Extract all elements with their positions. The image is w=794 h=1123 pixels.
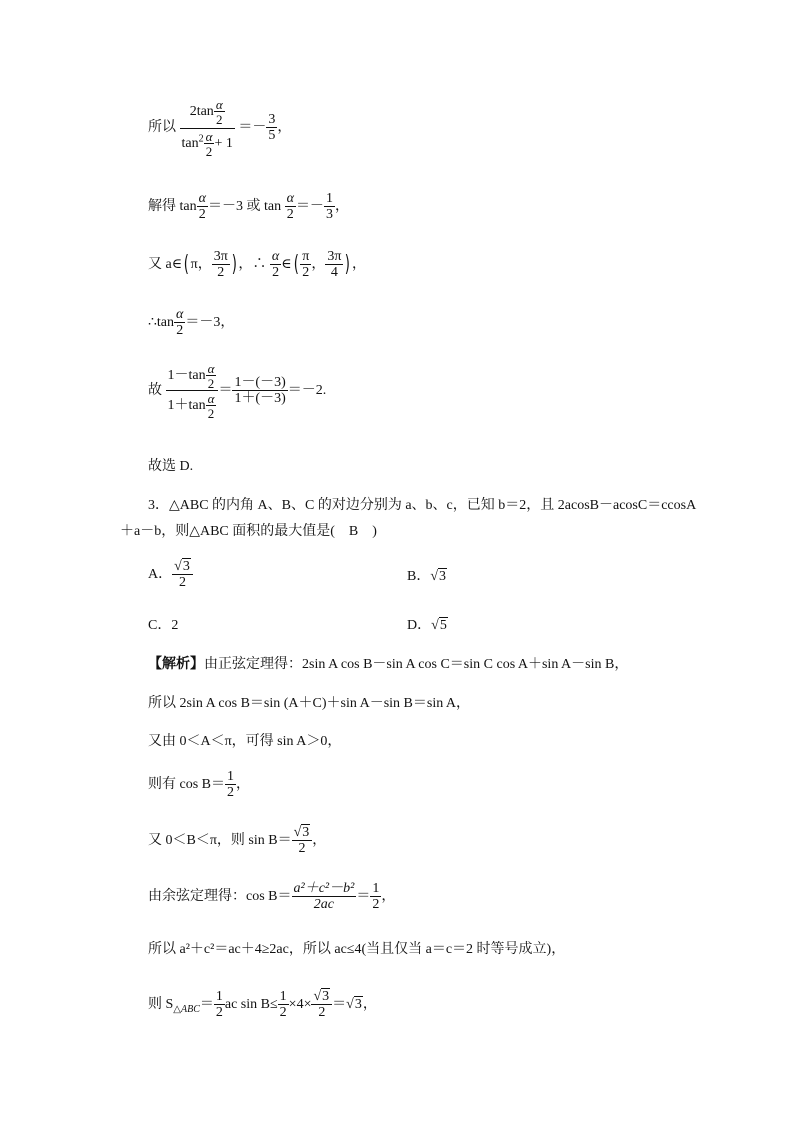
equation-line-1 [148, 98, 291, 158]
text: ， [334, 199, 349, 214]
text: 2 [227, 785, 234, 800]
text: ＝ [218, 383, 233, 398]
solution-line-2: 所以 2sin A cos B＝sin (A＋C)＋sin A－sin B＝sin A， [148, 696, 471, 711]
text: 2 [214, 111, 225, 126]
solution-line-6 [148, 882, 395, 912]
text: 3π [327, 249, 342, 264]
fraction: $\frac{√3}{2}$ [172, 560, 193, 590]
text: ＝ [332, 997, 347, 1012]
solution-line-5 [148, 826, 326, 856]
text: B． [407, 569, 431, 584]
text: 5 [268, 128, 276, 143]
text: 2 [372, 897, 380, 912]
text: a²＋c²－b² [293, 881, 355, 896]
text: α [271, 249, 280, 264]
fraction [285, 192, 296, 222]
text: ∈ [281, 257, 292, 272]
text: 2 [206, 405, 217, 420]
fraction [206, 392, 217, 420]
text: 3 [439, 569, 447, 584]
text: ＝－2. [287, 383, 327, 398]
answer-line: 故选 D. [148, 459, 194, 474]
text: 1 [215, 989, 223, 1004]
text: 4 [325, 264, 343, 280]
text: 1 [227, 769, 234, 784]
fraction: $\frac{√3}{2}$ [292, 826, 313, 856]
text: 1－(－3) [234, 375, 286, 390]
fraction [292, 882, 357, 912]
text: ＝ [356, 889, 371, 904]
text: 2 [204, 143, 215, 158]
text: ×4× [288, 997, 312, 1012]
fraction [370, 882, 381, 912]
equation-line-5 [148, 362, 326, 420]
text: 2 [174, 322, 185, 338]
fraction [180, 98, 235, 158]
fraction [204, 130, 215, 158]
text: ， [352, 257, 366, 272]
text: 2 [198, 133, 204, 145]
text: α [215, 97, 223, 112]
paren-close: ) [231, 252, 237, 277]
fraction [212, 250, 230, 280]
text: ∴tan [148, 315, 175, 330]
text: π [302, 249, 310, 264]
text: ， [381, 889, 396, 904]
text: 1－tan [167, 368, 206, 384]
text: ， [312, 833, 327, 848]
text: 则 S [148, 997, 174, 1012]
text: 3 [182, 559, 190, 574]
fraction [266, 113, 277, 143]
text: α [207, 391, 215, 406]
text: 5 [439, 618, 447, 633]
text: 3 [322, 989, 330, 1004]
solution-tag: 【解析】 [148, 657, 204, 672]
text: A． [148, 567, 173, 582]
fraction [206, 362, 217, 390]
paren-open: ( [183, 252, 189, 277]
text: 由余弦定理得：cos B＝ [148, 889, 292, 904]
text: △ABC [173, 1004, 200, 1016]
text: 1＋tan [167, 398, 206, 414]
text: 又 a∈ [148, 257, 183, 272]
text: 所以 [148, 120, 176, 135]
text: tan [181, 136, 199, 152]
text: 1 [325, 191, 333, 206]
text: ， [277, 120, 292, 135]
text: 1 [279, 989, 287, 1004]
fraction [270, 250, 281, 280]
text: 2 [270, 264, 281, 280]
option-b: B．√3 [407, 569, 447, 584]
text: 2 [197, 206, 208, 222]
text: 2 [292, 840, 313, 856]
text: 2 [285, 206, 296, 222]
fraction [214, 98, 225, 126]
text: + 1 [214, 136, 233, 152]
text: 解得 tan [148, 199, 197, 214]
option-c: C．2 [148, 618, 179, 633]
text: ＝－ [238, 120, 267, 135]
text: 由正弦定理得：2sin A cos B－sin A cos C＝sin C cos A＋sin A－sin B， [204, 657, 629, 672]
text: α [207, 361, 215, 376]
text: ＝－3， [185, 315, 235, 330]
text: π， [190, 257, 212, 272]
text: 3 [325, 207, 333, 222]
text: ac sin B≤ [224, 997, 278, 1012]
text: ， [362, 997, 377, 1012]
text: 故 [148, 383, 162, 398]
text: D． [407, 618, 432, 633]
text: 2 [206, 375, 217, 390]
text: α [198, 191, 206, 206]
text: 2 [215, 1005, 223, 1020]
fraction [174, 308, 185, 338]
text: ，∴ [238, 257, 267, 272]
text: 2tan [189, 104, 214, 120]
fraction [166, 362, 219, 420]
text: α [286, 191, 294, 206]
question-3-line-2: ＋a－b，则△ABC 面积的最大值是( B ) [120, 524, 377, 539]
paren-open: ( [293, 252, 299, 277]
fraction [300, 250, 311, 280]
equation-line-4 [148, 308, 234, 338]
text: 2 [300, 264, 311, 280]
fraction [325, 250, 343, 280]
fraction [324, 192, 335, 222]
text: 1 [372, 881, 380, 896]
text: ， [311, 257, 326, 272]
text: 1＋(－3) [234, 391, 286, 406]
fraction [232, 376, 287, 406]
fraction [278, 990, 289, 1020]
equation-line-3 [148, 250, 366, 280]
text: 3 [354, 997, 362, 1012]
text: α [176, 307, 184, 322]
equation-line-2 [148, 192, 349, 222]
text: 3 [268, 112, 276, 127]
solution-line-7: 所以 a²＋c²＝ac＋4≥2ac，所以 ac≤4(当且仅当 a＝c＝2 时等号成立)， [148, 942, 566, 957]
fraction [214, 990, 225, 1020]
text: 2 [172, 574, 193, 590]
paren-close: ) [345, 252, 351, 277]
text: 3π [213, 249, 228, 264]
text: ＝ [199, 997, 214, 1012]
solution-line-1 [148, 658, 628, 672]
option-a [148, 560, 193, 590]
text: 2 [279, 1005, 287, 1020]
solution-line-8: 则 $S_{\triangle ABC}=$ $\frac{1}{2}$ ac sin B≤ $\frac{1}{2}$ ×4× $\frac{√3}{2}$ ＝√3， [148, 989, 377, 1020]
option-d: D．√5 [407, 618, 447, 633]
text: 2 [311, 1004, 332, 1020]
text: ＝－3 或 tan [207, 199, 282, 214]
text: α [205, 129, 213, 144]
fraction [225, 770, 236, 800]
text: ， [236, 777, 250, 792]
text: 2 [212, 264, 230, 280]
fraction [197, 192, 208, 222]
text: 又 0＜B＜π，则 sin B＝ [148, 833, 292, 848]
text: 2ac [292, 896, 357, 912]
solution-line-4 [148, 770, 250, 800]
fraction: $\frac{√3}{2}$ [311, 990, 332, 1020]
text: 3 [302, 825, 310, 840]
solution-line-3: 又由 0＜A＜π，可得 sin A＞0， [148, 734, 342, 749]
question-3-line-1: 3．△ABC 的内角 A、B、C 的对边分别为 a、b、c，已知 b＝2，且 2acosB－acosC＝ccosA [148, 498, 697, 513]
text: 则有 cos B＝ [148, 777, 225, 792]
text: ＝－ [295, 199, 324, 214]
